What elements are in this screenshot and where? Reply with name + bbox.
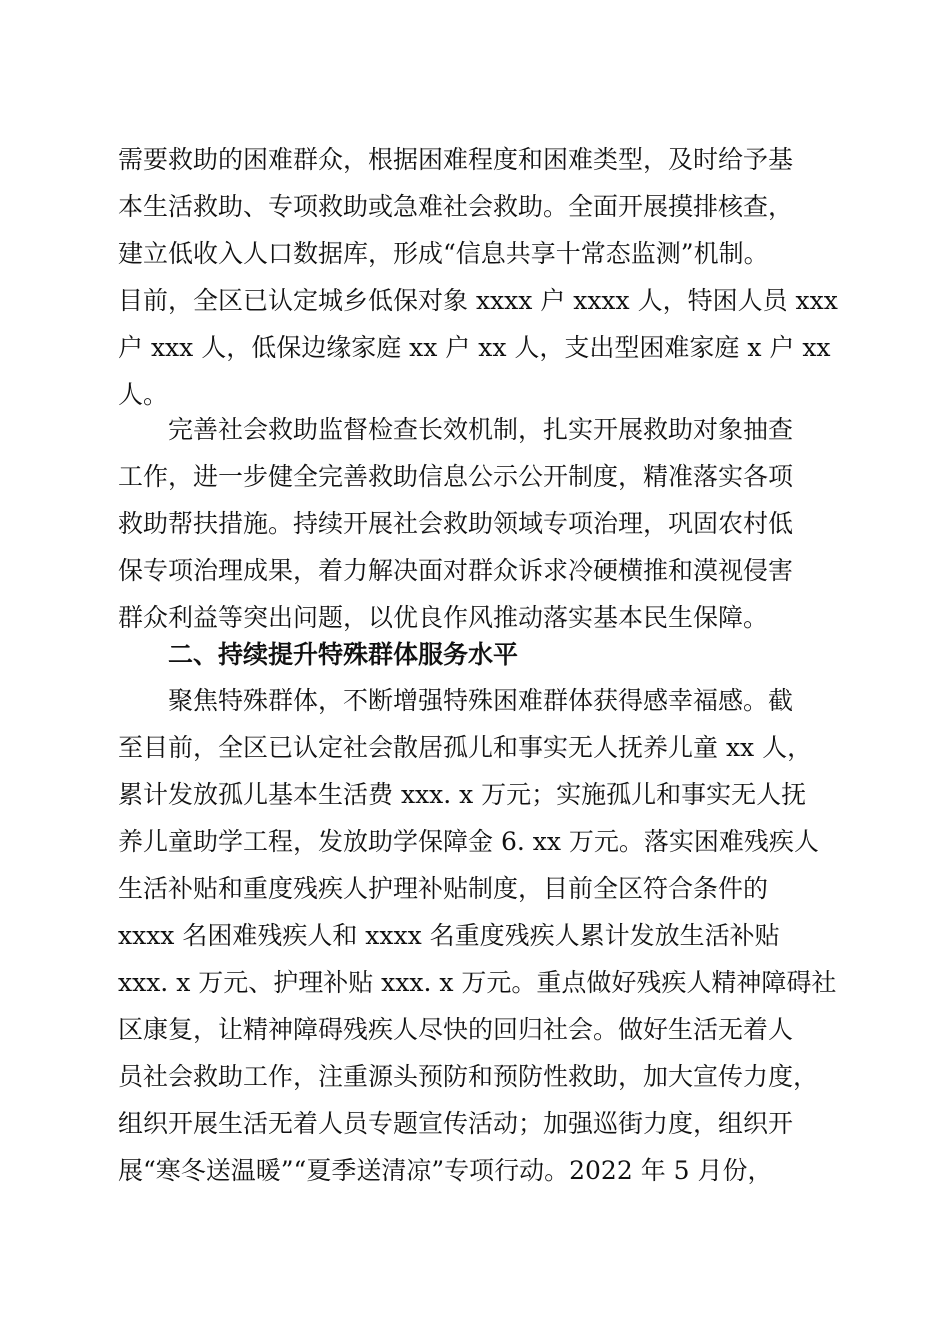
paragraph-line: 完善社会救助监督检查长效机制，扎实开展救助对象抽查	[168, 415, 794, 444]
paragraph-line: 工作，进一步健全完善救助信息公示公开制度，精准落实各项	[118, 462, 794, 491]
paragraph-line: 保专项治理成果，着力解决面对群众诉求冷硬横推和漠视侵害	[118, 556, 794, 585]
paragraph-line: 群众利益等突出问题，以优良作风推动落实基本民生保障。	[118, 603, 769, 632]
paragraph-line: 至目前，全区已认定社会散居孤儿和事实无人抚养儿童 xx 人，	[118, 733, 813, 762]
paragraph-line: 生活补贴和重度残疾人护理补贴制度，目前全区符合条件的	[118, 874, 769, 903]
paragraph-line: 组织开展生活无着人员专题宣传活动；加强巡街力度，组织开	[118, 1109, 794, 1138]
paragraph-line: 员社会救助工作，注重源头预防和预防性救助，加大宣传力度，	[118, 1062, 819, 1091]
section-heading: 二、持续提升特殊群体服务水平	[168, 640, 519, 669]
paragraph-line: 目前，全区已认定城乡低保对象 xxxx 户 xxxx 人，特困人员 xxx	[118, 286, 838, 315]
paragraph-line: 聚焦特殊群体，不断增强特殊困难群体获得感幸福感。截	[168, 686, 794, 715]
paragraph-line: 区康复，让精神障碍残疾人尽快的回归社会。做好生活无着人	[118, 1015, 794, 1044]
paragraph-line: 本生活救助、专项救助或急难社会救助。全面开展摸排核查，	[118, 192, 794, 221]
paragraph-line: 需要救助的困难群众，根据困难程度和困难类型，及时给予基	[118, 145, 794, 174]
paragraph-line: 累计发放孤儿基本生活费 xxx. x 万元；实施孤儿和事实无人抚	[118, 780, 807, 809]
paragraph-line: 户 xxx 人，低保边缘家庭 xx 户 xx 人，支出型困难家庭 x 户 xx	[118, 333, 831, 362]
paragraph-line: 建立低收入人口数据库，形成“信息共享十常态监测”机制。	[118, 239, 769, 268]
paragraph-line: 人。	[118, 380, 169, 409]
paragraph-line: 展“寒冬送温暖”“夏季送清凉”专项行动。2022 年 5 月份，	[118, 1156, 773, 1185]
paragraph-line: 救助帮扶措施。持续开展社会救助领域专项治理，巩固农村低	[118, 509, 794, 538]
paragraph-line: xxxx 名困难残疾人和 xxxx 名重度残疾人累计发放生活补贴	[118, 921, 780, 950]
paragraph-line: xxx. x 万元、护理补贴 xxx. x 万元。重点做好残疾人精神障碍社	[118, 968, 837, 997]
paragraph-line: 养儿童助学工程，发放助学保障金 6. xx 万元。落实困难残疾人	[118, 827, 819, 856]
